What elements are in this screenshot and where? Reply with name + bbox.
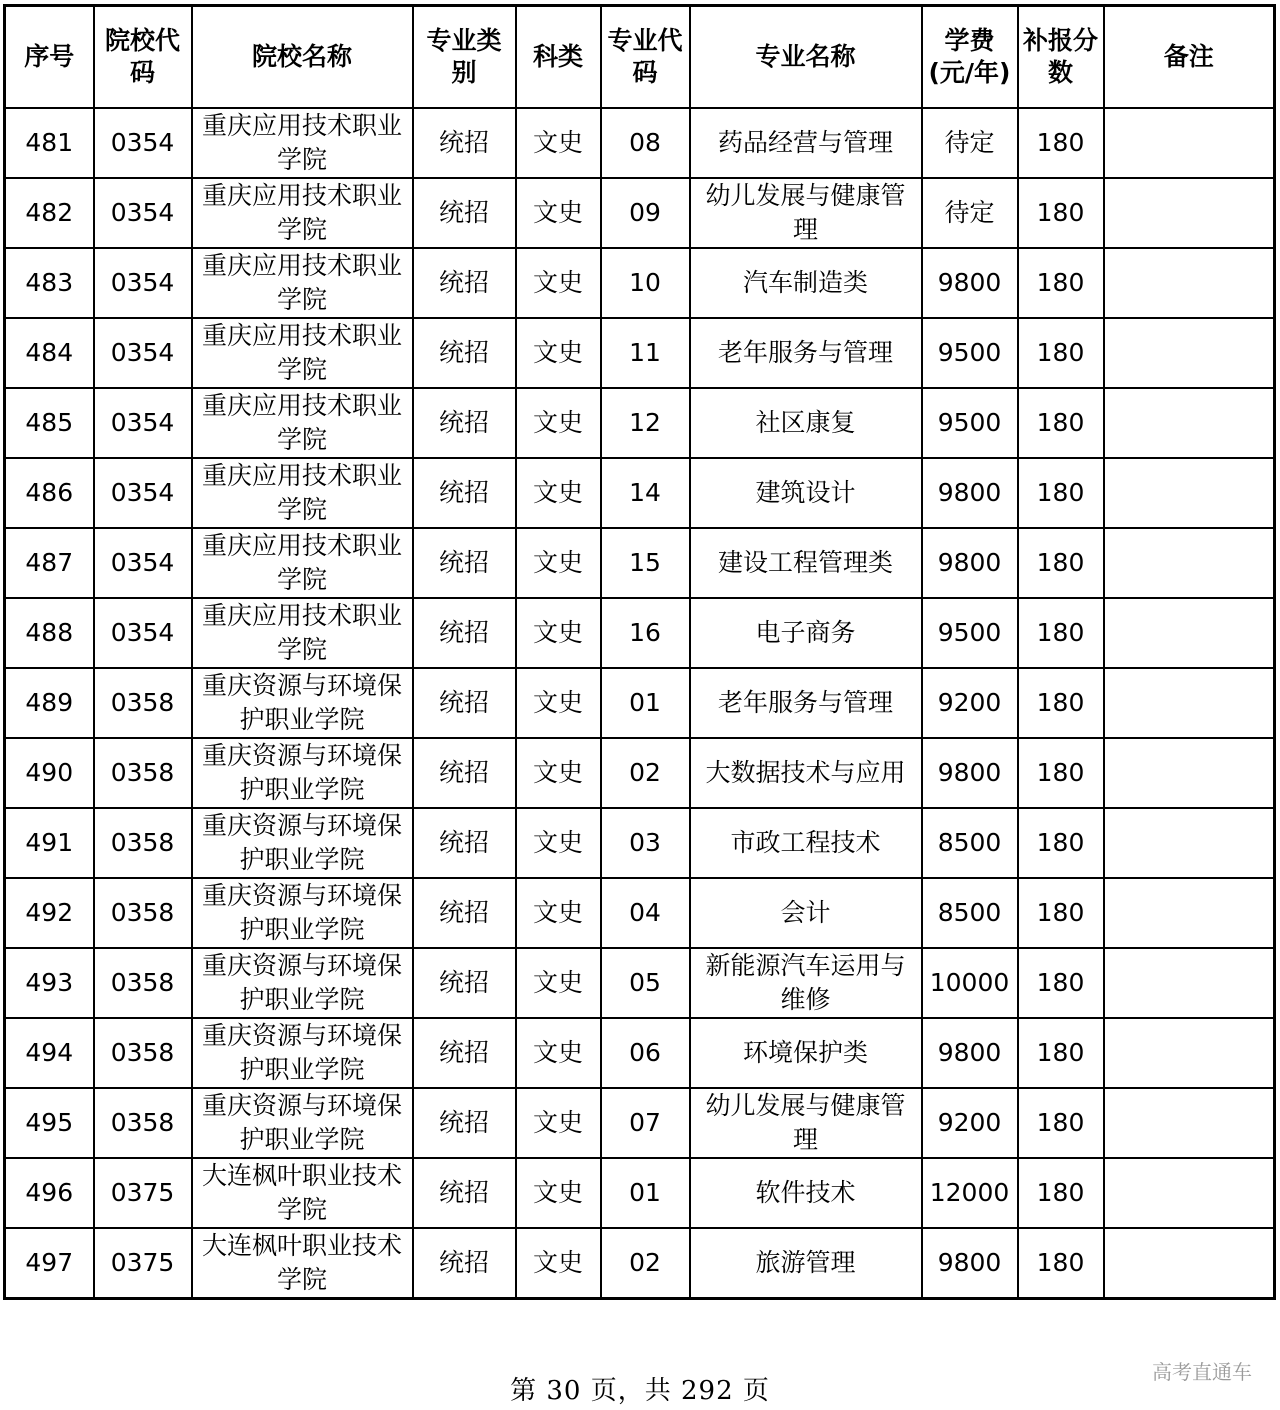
cell-school-name: 重庆资源与环境保护职业学院 (192, 948, 413, 1018)
table-body (5, 108, 1275, 1299)
cell-tuition: 8500 (922, 808, 1018, 878)
cell-school-code: 0354 (94, 458, 192, 528)
table-row (5, 1158, 1275, 1228)
cell-score: 180 (1018, 948, 1104, 1018)
cell-school-code: 0358 (94, 668, 192, 738)
cell-score: 180 (1018, 318, 1104, 388)
cell-remarks (1104, 808, 1275, 878)
header-remarks: 备注 (1104, 6, 1275, 109)
cell-remarks (1104, 598, 1275, 668)
cell-school-name: 重庆应用技术职业学院 (192, 458, 413, 528)
cell-major-code: 01 (601, 668, 690, 738)
cell-seq: 497 (5, 1228, 94, 1299)
cell-major-code: 06 (601, 1018, 690, 1088)
cell-seq: 486 (5, 458, 94, 528)
cell-remarks (1104, 1158, 1275, 1228)
cell-seq: 487 (5, 528, 94, 598)
cell-subject: 文史 (516, 528, 601, 598)
cell-subject: 文史 (516, 598, 601, 668)
cell-tuition: 9800 (922, 528, 1018, 598)
cell-seq: 489 (5, 668, 94, 738)
cell-score: 180 (1018, 388, 1104, 458)
cell-subject: 文史 (516, 738, 601, 808)
cell-seq: 491 (5, 808, 94, 878)
cell-score: 180 (1018, 178, 1104, 248)
cell-tuition: 12000 (922, 1158, 1018, 1228)
cell-major-category: 统招 (413, 388, 516, 458)
cell-score: 180 (1018, 738, 1104, 808)
cell-seq: 492 (5, 878, 94, 948)
cell-tuition: 待定 (922, 178, 1018, 248)
cell-major-code: 10 (601, 248, 690, 318)
cell-school-name: 重庆应用技术职业学院 (192, 178, 413, 248)
cell-school-code: 0358 (94, 948, 192, 1018)
cell-major-code: 14 (601, 458, 690, 528)
table-row (5, 738, 1275, 808)
table-row (5, 458, 1275, 528)
cell-major-category: 统招 (413, 948, 516, 1018)
cell-score: 180 (1018, 108, 1104, 178)
cell-subject: 文史 (516, 1228, 601, 1299)
cell-major-code: 02 (601, 738, 690, 808)
cell-major-code: 01 (601, 1158, 690, 1228)
cell-major-category: 统招 (413, 1088, 516, 1158)
cell-major-name: 市政工程技术 (690, 808, 922, 878)
cell-major-code: 04 (601, 878, 690, 948)
cell-major-code: 09 (601, 178, 690, 248)
cell-school-code: 0375 (94, 1158, 192, 1228)
cell-major-category: 统招 (413, 458, 516, 528)
table-row (5, 668, 1275, 738)
cell-major-code: 07 (601, 1088, 690, 1158)
cell-score: 180 (1018, 1158, 1104, 1228)
cell-subject: 文史 (516, 1088, 601, 1158)
cell-major-name: 社区康复 (690, 388, 922, 458)
cell-tuition: 10000 (922, 948, 1018, 1018)
table-row (5, 248, 1275, 318)
cell-score: 180 (1018, 1228, 1104, 1299)
table-row (5, 178, 1275, 248)
cell-major-code: 12 (601, 388, 690, 458)
cell-major-name: 老年服务与管理 (690, 668, 922, 738)
cell-school-code: 0354 (94, 178, 192, 248)
cell-school-code: 0375 (94, 1228, 192, 1299)
cell-score: 180 (1018, 1018, 1104, 1088)
cell-major-code: 08 (601, 108, 690, 178)
cell-major-code: 02 (601, 1228, 690, 1299)
cell-major-category: 统招 (413, 248, 516, 318)
cell-score: 180 (1018, 458, 1104, 528)
admissions-table (3, 4, 1276, 1300)
cell-school-code: 0354 (94, 108, 192, 178)
cell-major-category: 统招 (413, 808, 516, 878)
header-major-code: 专业代码 (601, 6, 690, 109)
cell-seq: 482 (5, 178, 94, 248)
cell-major-category: 统招 (413, 178, 516, 248)
cell-remarks (1104, 178, 1275, 248)
cell-school-code: 0354 (94, 528, 192, 598)
header-score: 补报分数 (1018, 6, 1104, 109)
cell-remarks (1104, 528, 1275, 598)
header-school-code: 院校代码 (94, 6, 192, 109)
cell-school-name: 重庆资源与环境保护职业学院 (192, 1018, 413, 1088)
table-row (5, 388, 1275, 458)
cell-seq: 496 (5, 1158, 94, 1228)
cell-major-category: 统招 (413, 108, 516, 178)
cell-school-name: 重庆资源与环境保护职业学院 (192, 738, 413, 808)
cell-major-name: 药品经营与管理 (690, 108, 922, 178)
header-seq: 序号 (5, 6, 94, 109)
cell-remarks (1104, 248, 1275, 318)
cell-major-name: 汽车制造类 (690, 248, 922, 318)
cell-school-name: 重庆应用技术职业学院 (192, 528, 413, 598)
table-row (5, 108, 1275, 178)
cell-seq: 481 (5, 108, 94, 178)
cell-school-name: 大连枫叶职业技术学院 (192, 1158, 413, 1228)
cell-seq: 494 (5, 1018, 94, 1088)
cell-major-code: 15 (601, 528, 690, 598)
cell-score: 180 (1018, 878, 1104, 948)
cell-major-category: 统招 (413, 668, 516, 738)
cell-tuition: 9200 (922, 668, 1018, 738)
cell-seq: 483 (5, 248, 94, 318)
cell-subject: 文史 (516, 108, 601, 178)
table-row (5, 808, 1275, 878)
cell-school-code: 0354 (94, 318, 192, 388)
cell-subject: 文史 (516, 388, 601, 458)
cell-remarks (1104, 318, 1275, 388)
cell-major-name: 老年服务与管理 (690, 318, 922, 388)
cell-subject: 文史 (516, 808, 601, 878)
cell-school-code: 0354 (94, 248, 192, 318)
cell-tuition: 9500 (922, 388, 1018, 458)
page-number: 第 30 页，共 292 页 (510, 1376, 770, 1406)
cell-school-name: 重庆资源与环境保护职业学院 (192, 1088, 413, 1158)
cell-school-code: 0354 (94, 598, 192, 668)
cell-major-code: 05 (601, 948, 690, 1018)
cell-major-category: 统招 (413, 1158, 516, 1228)
cell-major-category: 统招 (413, 1228, 516, 1299)
cell-major-category: 统招 (413, 1018, 516, 1088)
cell-tuition: 8500 (922, 878, 1018, 948)
cell-major-name: 幼儿发展与健康管理 (690, 178, 922, 248)
cell-score: 180 (1018, 668, 1104, 738)
cell-major-name: 软件技术 (690, 1158, 922, 1228)
cell-school-name: 重庆资源与环境保护职业学院 (192, 878, 413, 948)
cell-major-name: 大数据技术与应用 (690, 738, 922, 808)
cell-major-name: 新能源汽车运用与维修 (690, 948, 922, 1018)
cell-school-code: 0358 (94, 808, 192, 878)
cell-seq: 485 (5, 388, 94, 458)
cell-school-code: 0358 (94, 1018, 192, 1088)
cell-subject: 文史 (516, 178, 601, 248)
cell-tuition: 9800 (922, 248, 1018, 318)
table-row (5, 1228, 1275, 1299)
cell-seq: 484 (5, 318, 94, 388)
cell-school-code: 0358 (94, 878, 192, 948)
cell-remarks (1104, 458, 1275, 528)
cell-subject: 文史 (516, 1158, 601, 1228)
cell-remarks (1104, 108, 1275, 178)
cell-tuition: 9500 (922, 598, 1018, 668)
header-tuition: 学费(元/年) (922, 6, 1018, 109)
cell-major-name: 会计 (690, 878, 922, 948)
header-school-name: 院校名称 (192, 6, 413, 109)
cell-subject: 文史 (516, 948, 601, 1018)
cell-tuition: 9200 (922, 1088, 1018, 1158)
table-row (5, 878, 1275, 948)
cell-school-name: 重庆应用技术职业学院 (192, 248, 413, 318)
cell-major-name: 幼儿发展与健康管理 (690, 1088, 922, 1158)
cell-score: 180 (1018, 808, 1104, 878)
header-row (5, 6, 1275, 109)
cell-school-code: 0358 (94, 1088, 192, 1158)
table-row (5, 318, 1275, 388)
cell-remarks (1104, 878, 1275, 948)
cell-subject: 文史 (516, 318, 601, 388)
header-subject: 科类 (516, 6, 601, 109)
cell-tuition: 9800 (922, 1228, 1018, 1299)
cell-school-code: 0354 (94, 388, 192, 458)
cell-major-name: 旅游管理 (690, 1228, 922, 1299)
cell-score: 180 (1018, 1088, 1104, 1158)
cell-remarks (1104, 948, 1275, 1018)
cell-tuition: 9800 (922, 1018, 1018, 1088)
cell-subject: 文史 (516, 458, 601, 528)
cell-school-name: 重庆应用技术职业学院 (192, 318, 413, 388)
cell-school-name: 重庆应用技术职业学院 (192, 108, 413, 178)
cell-score: 180 (1018, 248, 1104, 318)
cell-score: 180 (1018, 598, 1104, 668)
table-row (5, 1088, 1275, 1158)
cell-major-category: 统招 (413, 598, 516, 668)
cell-subject: 文史 (516, 668, 601, 738)
cell-school-name: 大连枫叶职业技术学院 (192, 1228, 413, 1299)
cell-school-code: 0358 (94, 738, 192, 808)
cell-remarks (1104, 738, 1275, 808)
cell-subject: 文史 (516, 878, 601, 948)
table-row (5, 948, 1275, 1018)
cell-remarks (1104, 1228, 1275, 1299)
header-major-category: 专业类别 (413, 6, 516, 109)
cell-major-name: 建筑设计 (690, 458, 922, 528)
cell-major-category: 统招 (413, 878, 516, 948)
cell-remarks (1104, 668, 1275, 738)
cell-major-code: 11 (601, 318, 690, 388)
cell-score: 180 (1018, 528, 1104, 598)
cell-tuition: 9500 (922, 318, 1018, 388)
cell-major-category: 统招 (413, 528, 516, 598)
cell-school-name: 重庆资源与环境保护职业学院 (192, 668, 413, 738)
cell-school-name: 重庆应用技术职业学院 (192, 388, 413, 458)
cell-seq: 493 (5, 948, 94, 1018)
cell-remarks (1104, 388, 1275, 458)
cell-seq: 490 (5, 738, 94, 808)
cell-major-code: 03 (601, 808, 690, 878)
cell-major-category: 统招 (413, 318, 516, 388)
cell-subject: 文史 (516, 248, 601, 318)
table-row (5, 1018, 1275, 1088)
table-row (5, 598, 1275, 668)
cell-major-name: 电子商务 (690, 598, 922, 668)
table-row (5, 528, 1275, 598)
cell-remarks (1104, 1088, 1275, 1158)
watermark: 高考直通车 (1152, 1360, 1252, 1384)
header-major-name: 专业名称 (690, 6, 922, 109)
cell-remarks (1104, 1018, 1275, 1088)
cell-major-code: 16 (601, 598, 690, 668)
cell-major-category: 统招 (413, 738, 516, 808)
cell-school-name: 重庆应用技术职业学院 (192, 598, 413, 668)
cell-seq: 488 (5, 598, 94, 668)
cell-subject: 文史 (516, 1018, 601, 1088)
cell-tuition: 待定 (922, 108, 1018, 178)
cell-tuition: 9800 (922, 738, 1018, 808)
cell-seq: 495 (5, 1088, 94, 1158)
cell-school-name: 重庆资源与环境保护职业学院 (192, 808, 413, 878)
cell-major-name: 环境保护类 (690, 1018, 922, 1088)
cell-tuition: 9800 (922, 458, 1018, 528)
cell-major-name: 建设工程管理类 (690, 528, 922, 598)
